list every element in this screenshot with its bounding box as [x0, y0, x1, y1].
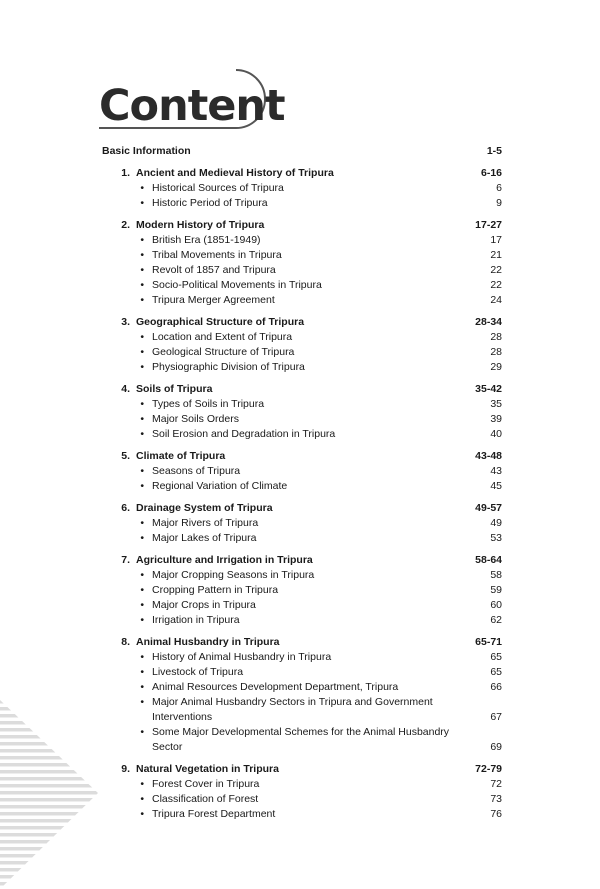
item-title: Socio-Political Movements in Tripura	[152, 279, 322, 291]
chapter-number: 3.	[121, 316, 130, 328]
list-item[interactable]	[102, 464, 502, 479]
bullet-icon: •	[140, 614, 144, 626]
list-item[interactable]	[102, 725, 502, 755]
chapter-heading[interactable]	[102, 217, 502, 233]
list-item[interactable]	[102, 278, 502, 293]
chapter-heading[interactable]	[102, 761, 502, 777]
chapter-pages: 43-48	[475, 450, 502, 462]
list-item[interactable]	[102, 330, 502, 345]
bullet-icon: •	[140, 428, 144, 440]
item-title: Major Soils Orders	[152, 413, 239, 425]
list-item[interactable]	[102, 531, 502, 546]
list-item[interactable]	[102, 248, 502, 263]
chapter-title: Soils of Tripura	[136, 383, 213, 395]
item-title: Major Cropping Seasons in Tripura	[152, 569, 315, 581]
chapter-item-list	[102, 397, 502, 442]
bullet-icon: •	[140, 651, 144, 663]
chapter-number: 9.	[121, 763, 130, 775]
item-title: Livestock of Tripura	[152, 666, 244, 678]
chapter-heading[interactable]	[102, 448, 502, 464]
item-page: 6	[496, 182, 502, 194]
chapter-item-list	[102, 516, 502, 546]
bullet-icon: •	[140, 234, 144, 246]
item-page: 43	[490, 465, 502, 477]
item-title: Some Major Developmental Schemes for the Animal Husbandry Sector	[152, 726, 450, 753]
item-title: Soil Erosion and Degradation in Tripura	[152, 428, 336, 440]
item-page: 66	[490, 681, 502, 693]
item-title: Major Animal Husbandry Sectors in Tripura and Government Interventions	[152, 696, 433, 723]
basic-information-label: Basic Information	[102, 145, 191, 157]
item-page: 65	[490, 666, 502, 678]
list-item[interactable]	[102, 792, 502, 807]
item-page: 9	[496, 197, 502, 209]
item-page: 62	[490, 614, 502, 626]
list-item[interactable]	[102, 427, 502, 442]
list-item[interactable]	[102, 397, 502, 412]
item-page: 21	[490, 249, 502, 261]
chapter-title: Modern History of Tripura	[136, 219, 265, 231]
list-item[interactable]	[102, 583, 502, 598]
item-title: Irrigation in Tripura	[152, 614, 240, 626]
item-page: 45	[490, 480, 502, 492]
list-item[interactable]	[102, 665, 502, 680]
chapter-heading[interactable]	[102, 500, 502, 516]
bullet-icon: •	[140, 808, 144, 820]
chapter-section	[102, 381, 502, 442]
list-item[interactable]	[102, 807, 502, 822]
chapter-section	[102, 448, 502, 494]
bullet-icon: •	[140, 465, 144, 477]
chapter-pages: 72-79	[475, 763, 502, 775]
chapter-section	[102, 314, 502, 375]
chapter-item-list	[102, 568, 502, 628]
bullet-icon: •	[140, 264, 144, 276]
bullet-icon: •	[140, 599, 144, 611]
item-title: Location and Extent of Tripura	[152, 331, 293, 343]
item-page: 24	[490, 294, 502, 306]
page-title: Content	[99, 81, 285, 131]
list-item[interactable]	[102, 233, 502, 248]
chapter-title: Climate of Tripura	[136, 450, 226, 462]
chapter-pages: 28-34	[475, 316, 502, 328]
item-page: 29	[490, 361, 502, 373]
bullet-icon: •	[140, 294, 144, 306]
chapter-title: Drainage System of Tripura	[136, 502, 273, 514]
item-page: 53	[490, 532, 502, 544]
item-title: Classification of Forest	[152, 793, 259, 805]
bullet-icon: •	[140, 778, 144, 790]
list-item[interactable]	[102, 412, 502, 427]
bullet-icon: •	[140, 361, 144, 373]
item-title: British Era (1851-1949)	[152, 234, 261, 246]
chapter-number: 2.	[121, 219, 130, 231]
item-page: 39	[490, 413, 502, 425]
list-item[interactable]	[102, 695, 502, 725]
item-title: Major Rivers of Tripura	[152, 517, 259, 529]
chapter-heading[interactable]	[102, 552, 502, 568]
item-title: Regional Variation of Climate	[152, 480, 288, 492]
item-title: Major Lakes of Tripura	[152, 532, 257, 544]
item-page: 17	[490, 234, 502, 246]
chapter-number: 1.	[121, 167, 130, 179]
bullet-icon: •	[140, 413, 144, 425]
chapter-title: Geographical Structure of Tripura	[136, 316, 305, 328]
list-item[interactable]	[102, 777, 502, 792]
list-item[interactable]	[102, 516, 502, 531]
item-page: 58	[490, 569, 502, 581]
item-page: 49	[490, 517, 502, 529]
chapter-heading[interactable]	[102, 634, 502, 650]
chapter-number: 7.	[121, 554, 130, 566]
chapter-number: 6.	[121, 502, 130, 514]
bullet-icon: •	[140, 182, 144, 194]
item-title: Cropping Pattern in Tripura	[152, 584, 279, 596]
chapter-title: Ancient and Medieval History of Tripura	[136, 167, 334, 179]
item-title: Major Crops in Tripura	[152, 599, 256, 611]
chapter-section	[102, 761, 502, 822]
bullet-icon: •	[140, 517, 144, 529]
chapter-pages: 6-16	[480, 167, 502, 179]
chapter-title: Animal Husbandry in Tripura	[136, 636, 280, 648]
chapter-item-list	[102, 777, 502, 822]
chapter-pages: 58-64	[475, 554, 502, 566]
list-item[interactable]	[102, 568, 502, 583]
item-title: Tribal Movements in Tripura	[152, 249, 282, 261]
chapter-heading[interactable]	[102, 381, 502, 397]
item-page: 40	[490, 428, 502, 440]
item-page: 73	[490, 793, 502, 805]
chapter-pages: 17-27	[475, 219, 502, 231]
list-item[interactable]	[102, 181, 502, 196]
item-title: Forest Cover in Tripura	[152, 778, 260, 790]
chapter-section	[102, 500, 502, 546]
item-title: Historical Sources of Tripura	[152, 182, 284, 194]
item-title: Historic Period of Tripura	[152, 197, 268, 209]
list-item[interactable]	[102, 196, 502, 211]
list-item[interactable]	[102, 293, 502, 308]
basic-information-row[interactable]	[102, 143, 502, 159]
striped-triangle-decoration	[0, 700, 98, 889]
chapter-pages: 65-71	[475, 636, 502, 648]
item-page: 65	[490, 651, 502, 663]
bullet-icon: •	[140, 279, 144, 291]
bullet-icon: •	[140, 584, 144, 596]
item-page: 69	[490, 741, 502, 753]
list-item[interactable]	[102, 680, 502, 695]
chapter-pages: 49-57	[475, 502, 502, 514]
table-of-contents	[102, 143, 502, 822]
chapter-heading[interactable]	[102, 165, 502, 181]
bullet-icon: •	[140, 249, 144, 261]
bullet-icon: •	[140, 569, 144, 581]
chapter-section	[102, 552, 502, 628]
bullet-icon: •	[140, 398, 144, 410]
item-title: Tripura Merger Agreement	[152, 294, 275, 306]
list-item[interactable]	[102, 479, 502, 494]
list-item[interactable]	[102, 613, 502, 628]
bullet-icon: •	[140, 197, 144, 209]
item-title: Seasons of Tripura	[152, 465, 241, 477]
bullet-icon: •	[140, 726, 144, 738]
item-title: History of Animal Husbandry in Tripura	[152, 651, 332, 663]
bullet-icon: •	[140, 681, 144, 693]
item-page: 22	[490, 264, 502, 276]
bullet-icon: •	[140, 480, 144, 492]
chapter-title: Natural Vegetation in Tripura	[136, 763, 279, 775]
item-page: 72	[490, 778, 502, 790]
item-page: 76	[490, 808, 502, 820]
bullet-icon: •	[140, 696, 144, 708]
chapter-item-list	[102, 464, 502, 494]
chapter-heading[interactable]	[102, 314, 502, 330]
item-title: Types of Soils in Tripura	[152, 398, 265, 410]
chapter-item-list	[102, 233, 502, 308]
chapter-section	[102, 165, 502, 211]
item-page: 67	[490, 711, 502, 723]
chapter-number: 4.	[121, 383, 130, 395]
item-title: Revolt of 1857 and Tripura	[152, 264, 276, 276]
list-item[interactable]	[102, 360, 502, 375]
bullet-icon: •	[140, 666, 144, 678]
chapter-item-list	[102, 330, 502, 375]
item-title: Physiographic Division of Tripura	[152, 361, 305, 373]
item-title: Tripura Forest Department	[152, 808, 276, 820]
list-item[interactable]	[102, 650, 502, 665]
list-item[interactable]	[102, 263, 502, 278]
chapter-pages: 35-42	[475, 383, 502, 395]
chapter-number: 8.	[121, 636, 130, 648]
chapter-item-list	[102, 650, 502, 755]
chapter-section	[102, 217, 502, 308]
bullet-icon: •	[140, 331, 144, 343]
item-page: 22	[490, 279, 502, 291]
chapter-number: 5.	[121, 450, 130, 462]
chapter-title: Agriculture and Irrigation in Tripura	[136, 554, 313, 566]
item-page: 28	[490, 331, 502, 343]
list-item[interactable]	[102, 598, 502, 613]
basic-information-pages: 1-5	[486, 145, 502, 157]
item-title: Animal Resources Development Department, Tripura	[152, 681, 399, 693]
item-page: 35	[490, 398, 502, 410]
item-page: 28	[490, 346, 502, 358]
chapter-item-list	[102, 181, 502, 211]
item-title: Geological Structure of Tripura	[152, 346, 295, 358]
bullet-icon: •	[140, 346, 144, 358]
bullet-icon: •	[140, 532, 144, 544]
item-page: 59	[490, 584, 502, 596]
bullet-icon: •	[140, 793, 144, 805]
item-page: 60	[490, 599, 502, 611]
chapter-section	[102, 634, 502, 755]
list-item[interactable]	[102, 345, 502, 360]
